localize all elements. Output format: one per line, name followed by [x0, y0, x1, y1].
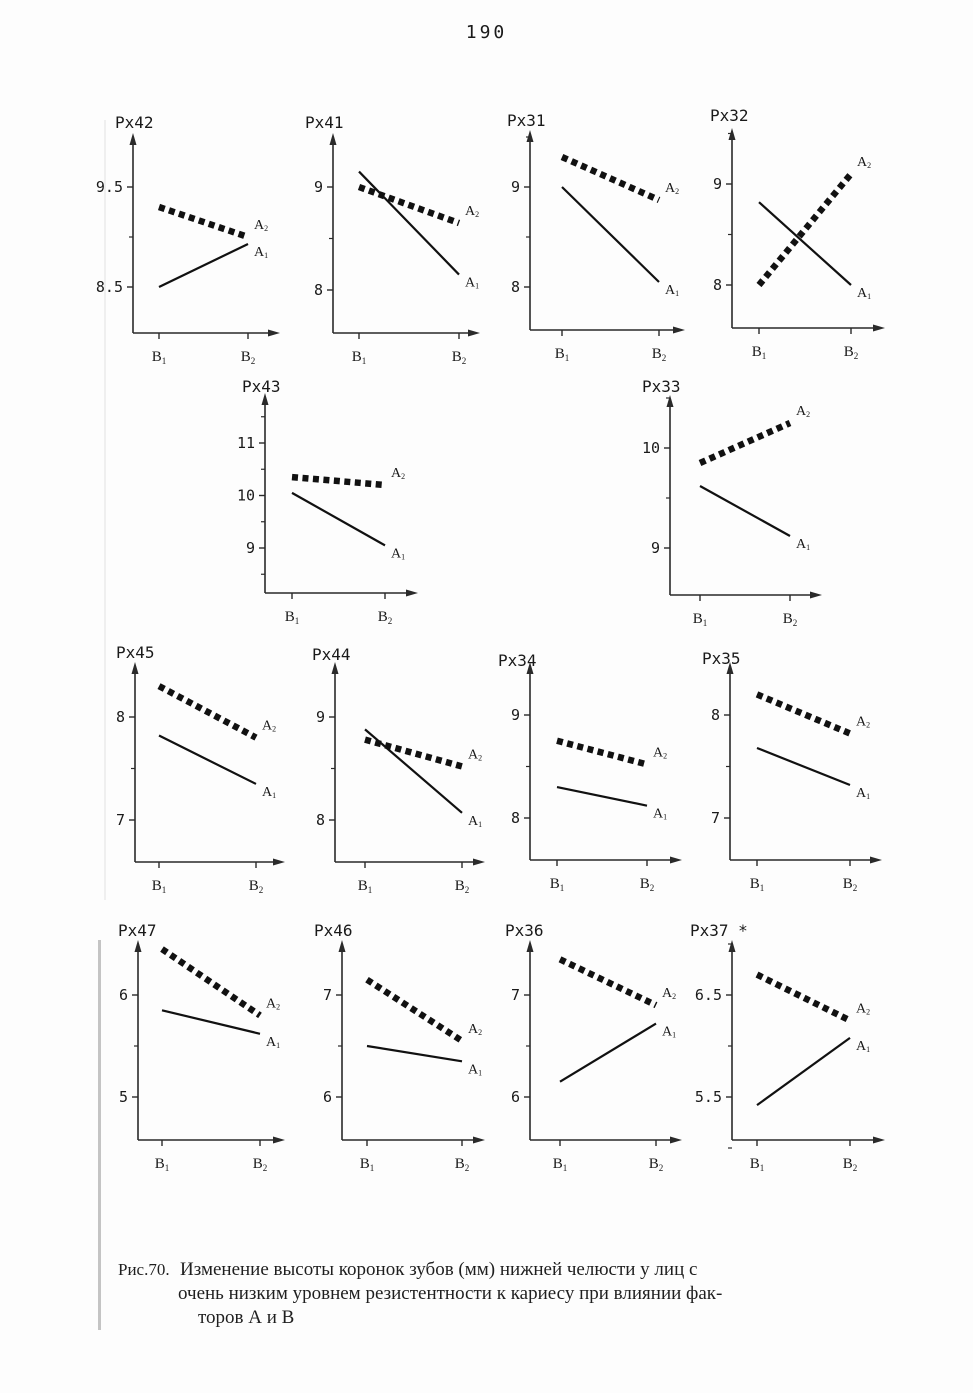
px33-y-tick-label: 10 [641, 439, 660, 457]
px42-y-tick-label: 8.5 [95, 278, 123, 296]
px31-series-a2-label: A2 [665, 181, 680, 196]
caption-line-1: Изменение высоты коронок зубов (мм) нижней челюсти у лиц с [180, 1259, 698, 1280]
px41-x-axis-arrow [468, 330, 480, 337]
px45-series-a1-line [159, 736, 256, 784]
px41-series-a2-label: A2 [465, 204, 480, 220]
px31-title: Px31 [507, 111, 546, 130]
px45-x-tick-label: $B_1$ [151, 878, 167, 895]
px42-title: Px42 [115, 113, 154, 132]
px36-series-a2-line [560, 959, 656, 1005]
px41-y-tick-label: 9 [313, 178, 323, 196]
px44-x-tick-label: $B_2$ [454, 878, 470, 895]
px37-series-a2-line [757, 975, 850, 1021]
px44-series-a2-line [365, 740, 462, 767]
px45-x-tick-label: $B_2$ [248, 878, 264, 895]
px43-y-tick-label: 10 [236, 486, 255, 505]
px32-series-a1-label: A1 [857, 286, 872, 301]
px47-y-tick-label: 5 [118, 1088, 128, 1106]
px34-series-a1-line [557, 787, 647, 806]
px35-series-a2-line [757, 694, 850, 733]
px41-y-tick-label: 8 [313, 281, 323, 299]
px45-x-axis-arrow [273, 859, 285, 866]
px35-x-axis-arrow [870, 857, 882, 864]
px46-series-a2-label: A2 [468, 1021, 483, 1037]
px31-series-a1-label: A1 [665, 283, 680, 298]
px42-series-a1-line [159, 244, 248, 287]
px43-series-a2-label: A2 [391, 466, 406, 481]
px31-x-tick-label: $B_1$ [554, 346, 570, 363]
px34-series-a2-line [557, 741, 647, 765]
px37-series-a2-label: A2 [856, 1001, 871, 1017]
px36-series-a2-label: A2 [662, 986, 677, 1002]
px42-x-axis-arrow [268, 330, 280, 337]
px47-y-tick-label: 6 [118, 986, 128, 1004]
px45-y-tick-label: 7 [115, 811, 125, 829]
px35-series-a1-line [757, 748, 850, 785]
px45-y-tick-label: 8 [115, 708, 125, 726]
px33-series-a1-line [700, 486, 790, 536]
px42-series-a1-label: A1 [254, 245, 269, 260]
px32-series-a2-line [759, 174, 851, 285]
px41-y-axis-arrow [330, 133, 337, 145]
px35-series-a1-label: A1 [856, 786, 871, 802]
px36-x-tick-label: $B_2$ [648, 1156, 664, 1173]
px45-y-axis-arrow [132, 662, 139, 674]
px37-y-tick-label: 6.5 [694, 986, 722, 1004]
px41-series-a2-line [359, 187, 459, 223]
px36-x-tick-label: $B_1$ [552, 1156, 568, 1173]
px32-x-axis-arrow [873, 325, 885, 332]
px34-y-tick-label: 9 [510, 706, 520, 724]
px46-y-tick-label: 7 [322, 986, 332, 1004]
px37-series-a1-label: A1 [856, 1038, 871, 1054]
px42-x-tick-label: $B_2$ [240, 349, 256, 366]
page-number: 190 [465, 22, 508, 43]
px41-x-tick-label: $B_2$ [451, 349, 467, 366]
px46-series-a1-line [367, 1046, 462, 1061]
px43-series-a1-label: A1 [391, 546, 406, 562]
px33-x-tick-label: $B_2$ [782, 611, 798, 628]
px31-y-tick-label: 9 [510, 178, 520, 196]
px36-series-a1-line [560, 1024, 656, 1082]
px41-series-a1-label: A1 [465, 275, 480, 291]
px44-series-a1-label: A1 [468, 813, 483, 829]
px44-series-a2-label: A2 [468, 747, 483, 763]
px43-y-tick-label: 9 [245, 539, 255, 557]
px46-x-axis-arrow [473, 1137, 485, 1144]
px32-y-tick-label: 9 [712, 175, 722, 193]
px33-series-a1-label: A1 [796, 537, 811, 552]
px37-x-tick-label: $B_1$ [749, 1156, 765, 1173]
px41-title: Px41 [305, 113, 344, 132]
px44-y-tick-label: 9 [315, 708, 325, 726]
px36-y-axis-arrow [527, 940, 534, 952]
px32-series-a1-line [759, 202, 851, 285]
px36-y-tick-label: 6 [510, 1088, 520, 1106]
px46-x-tick-label: $B_2$ [454, 1156, 470, 1173]
caption-line-2: очень низким уровнем резистентности к кариесу при влиянии фак- [178, 1283, 723, 1304]
px35-x-tick-label: $B_1$ [749, 876, 765, 893]
px32-title: Px32 [710, 106, 749, 125]
px47-x-axis-arrow [273, 1137, 285, 1144]
px37-series-a1-line [757, 1038, 850, 1105]
px46-y-tick-label: 6 [322, 1088, 332, 1106]
px33-x-tick-label: $B_1$ [692, 611, 708, 628]
px37-y-tick-label: 5.5 [694, 1088, 722, 1106]
px42-x-tick-label: $B_1$ [151, 349, 167, 366]
px42-y-axis-arrow [130, 133, 137, 145]
px45-series-a1-label: A1 [262, 784, 277, 800]
px42-series-a2-line [159, 207, 248, 237]
px43-x-axis-arrow [406, 590, 418, 597]
px41-series-a1-line [359, 172, 459, 275]
px47-x-tick-label: $B_2$ [252, 1156, 268, 1173]
px34-x-tick-label: $B_1$ [549, 876, 565, 893]
px35-title: Px35 [702, 649, 741, 668]
px45-series-a2-label: A2 [262, 718, 277, 734]
px44-title: Px44 [312, 645, 351, 664]
px43-series-a2-line [292, 477, 385, 485]
px35-x-tick-label: $B_2$ [842, 876, 858, 893]
px31-y-tick-label: 8 [510, 278, 520, 296]
px33-series-a2-line [700, 423, 790, 463]
px31-series-a2-line [562, 157, 659, 200]
px37-y-axis-arrow [729, 940, 736, 952]
px37-title: Px37 * [690, 921, 748, 940]
px41-x-tick-label: $B_1$ [351, 349, 367, 366]
px44-x-axis-arrow [473, 859, 485, 866]
px35-y-tick-label: 8 [710, 706, 720, 724]
px33-title: Px33 [642, 377, 681, 396]
px44-x-tick-label: $B_1$ [357, 878, 373, 895]
px47-x-tick-label: $B_1$ [154, 1156, 170, 1173]
px36-title: Px36 [505, 921, 544, 940]
px31-x-tick-label: $B_2$ [651, 346, 667, 363]
px47-y-axis-arrow [135, 940, 142, 952]
px45-title: Px45 [116, 643, 155, 662]
px32-y-tick-label: 8 [712, 276, 722, 294]
px36-x-axis-arrow [670, 1137, 682, 1144]
px31-y-axis-arrow [527, 130, 534, 142]
px36-series-a1-label: A1 [662, 1024, 677, 1040]
px43-series-a1-line [292, 493, 385, 546]
px37-x-tick-label: $B_2$ [842, 1156, 858, 1173]
px45-series-a2-line [159, 686, 256, 738]
px31-series-a1-line [562, 187, 659, 282]
px34-title: Px34 [498, 651, 537, 670]
px47-series-a1-line [162, 1010, 260, 1033]
px43-title: Px43 [242, 377, 281, 396]
px32-x-tick-label: $B_1$ [751, 344, 767, 361]
px43-x-tick-label: $B_1$ [284, 609, 300, 626]
px42-y-tick-label: 9.5 [95, 178, 123, 196]
px36-y-tick-label: 7 [510, 986, 520, 1004]
px47-series-a1-label: A1 [266, 1034, 281, 1050]
px44-y-tick-label: 8 [315, 811, 325, 829]
px34-x-tick-label: $B_2$ [639, 876, 655, 893]
caption-line-3: торов А и В [198, 1307, 295, 1328]
px33-y-axis-arrow [667, 395, 674, 407]
px46-y-axis-arrow [339, 940, 346, 952]
px46-series-a2-line [367, 980, 462, 1041]
px35-series-a2-label: A2 [856, 714, 871, 730]
px43-x-tick-label: $B_2$ [377, 609, 393, 626]
px34-y-tick-label: 8 [510, 809, 520, 827]
px42-series-a2-label: A2 [254, 218, 269, 233]
px47-series-a2-line [162, 949, 260, 1015]
px33-series-a2-label: A2 [796, 404, 811, 419]
px34-series-a1-label: A1 [653, 806, 668, 822]
px47-series-a2-label: A2 [266, 996, 281, 1012]
px35-y-tick-label: 7 [710, 809, 720, 827]
px31-x-axis-arrow [673, 327, 685, 334]
px43-y-tick-label: 11 [236, 434, 255, 452]
caption-label: Рис.70. [118, 1260, 170, 1279]
px47-title: Px47 [118, 921, 157, 940]
px34-x-axis-arrow [670, 857, 682, 864]
px44-series-a1-line [365, 729, 462, 812]
px32-series-a2-label: A2 [857, 154, 872, 170]
px34-series-a2-label: A2 [653, 745, 668, 761]
px32-x-tick-label: $B_2$ [843, 344, 859, 361]
px46-x-tick-label: $B_1$ [359, 1156, 375, 1173]
px33-x-axis-arrow [810, 592, 822, 599]
px33-y-tick-label: 9 [650, 539, 660, 557]
px46-series-a1-label: A1 [468, 1062, 483, 1078]
px46-title: Px46 [314, 921, 353, 940]
px37-x-axis-arrow [873, 1137, 885, 1144]
